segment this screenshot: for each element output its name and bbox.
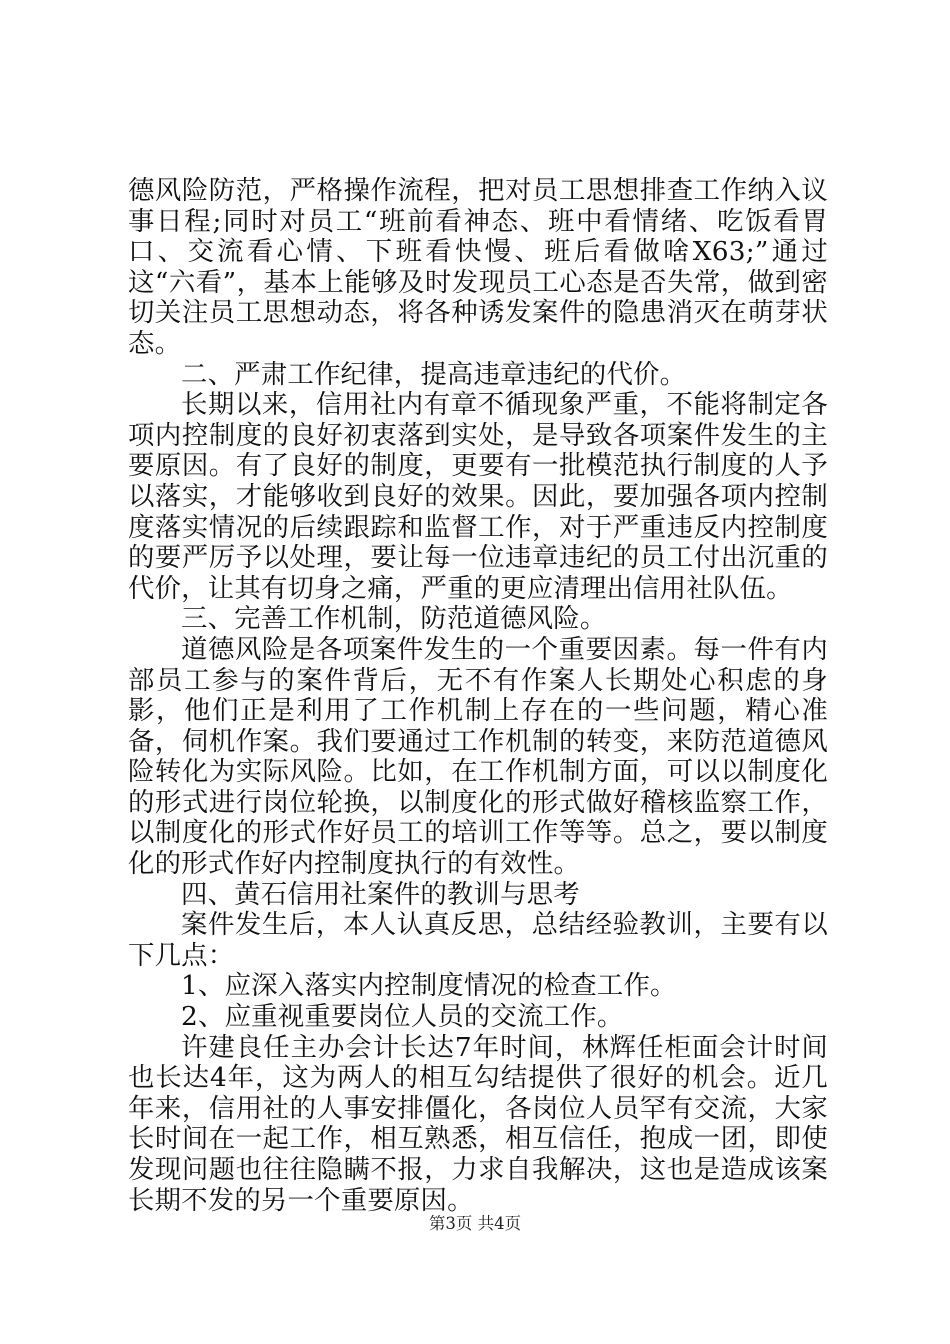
page-number-footer: 第3页 共4页: [428, 1214, 522, 1233]
list-item-1: 1、应深入落实内控制度情况的检查工作。: [181, 970, 677, 1002]
section-heading-3: 三、完善工作机制，防范道德风险。: [181, 603, 607, 635]
document-body: [128, 176, 828, 1216]
section-heading-4: 四、黄石信用社案件的教训与思考: [181, 878, 580, 910]
paragraph: 许建良任主办会计长达7年时间，林辉任柜面会计时间也长达4年，这为两人的相互勾结提供了很好的机会。近几年来，信用社的人事安排僵化，各岗位人员罕有交流，大家长时间在一起工作，相互熟悉，相互信任，抱成一团，即使发现问题也往往隐瞒不报，力求自我解决，这也是造成该案长期不发的另一个重要原因。: [128, 1031, 828, 1216]
paragraph: 道德风险是各项案件发生的一个重要因素。每一件有内部员工参与的案件背后，无不有作案人长期处心积虑的身影，他们正是利用了工作机制上存在的一些问题，精心准备，伺机作案。我们要通过工作机制的转变，来防范道德风险转化为实际风险。比如，在工作机制方面，可以以制度化的形式进行岗位轮换，以制度化的形式做好稽核监察工作，以制度化的形式作好员工的培训工作等等。总之，要以制度化的形式作好内控制度执行的有效性。: [128, 633, 828, 880]
section-heading-2: 二、严肃工作纪律，提高违章违纪的代价。: [181, 358, 687, 390]
paragraph: 长期以来，信用社内有章不循现象严重，不能将制定各项内控制度的良好初衷落到实处，是导致各项案件发生的主要原因。有了良好的制度，更要有一批模范执行制度的人予以落实，才能够收到良好的效果。因此，要加强各项内控制度落实情况的后续跟踪和监督工作，对于严重违反内控制度的要严厉予以处理，要让每一位违章违纪的员工付出沉重的代价，让其有切身之痛，严重的更应清理出信用社队伍。: [128, 389, 828, 604]
list-item-2: 2、应重视重要岗位人员的交流工作。: [181, 1001, 624, 1033]
paragraph-continued: 德风险防范，严格操作流程，把对员工思想排查工作纳入议事日程;同时对员工“班前看神态、班中看情绪、吃饭看胃口、交流看心情、下班看快慢、班后看做啥X63;”通过这“六看”，基本上能够及时发现员工心态是否失常，做到密切关注员工思想动态，将各种诱发案件的隐患消灭在萌芽状态。: [128, 175, 828, 359]
paragraph: 案件发生后，本人认真反思，总结经验教训，主要有以下几点：: [128, 909, 828, 971]
